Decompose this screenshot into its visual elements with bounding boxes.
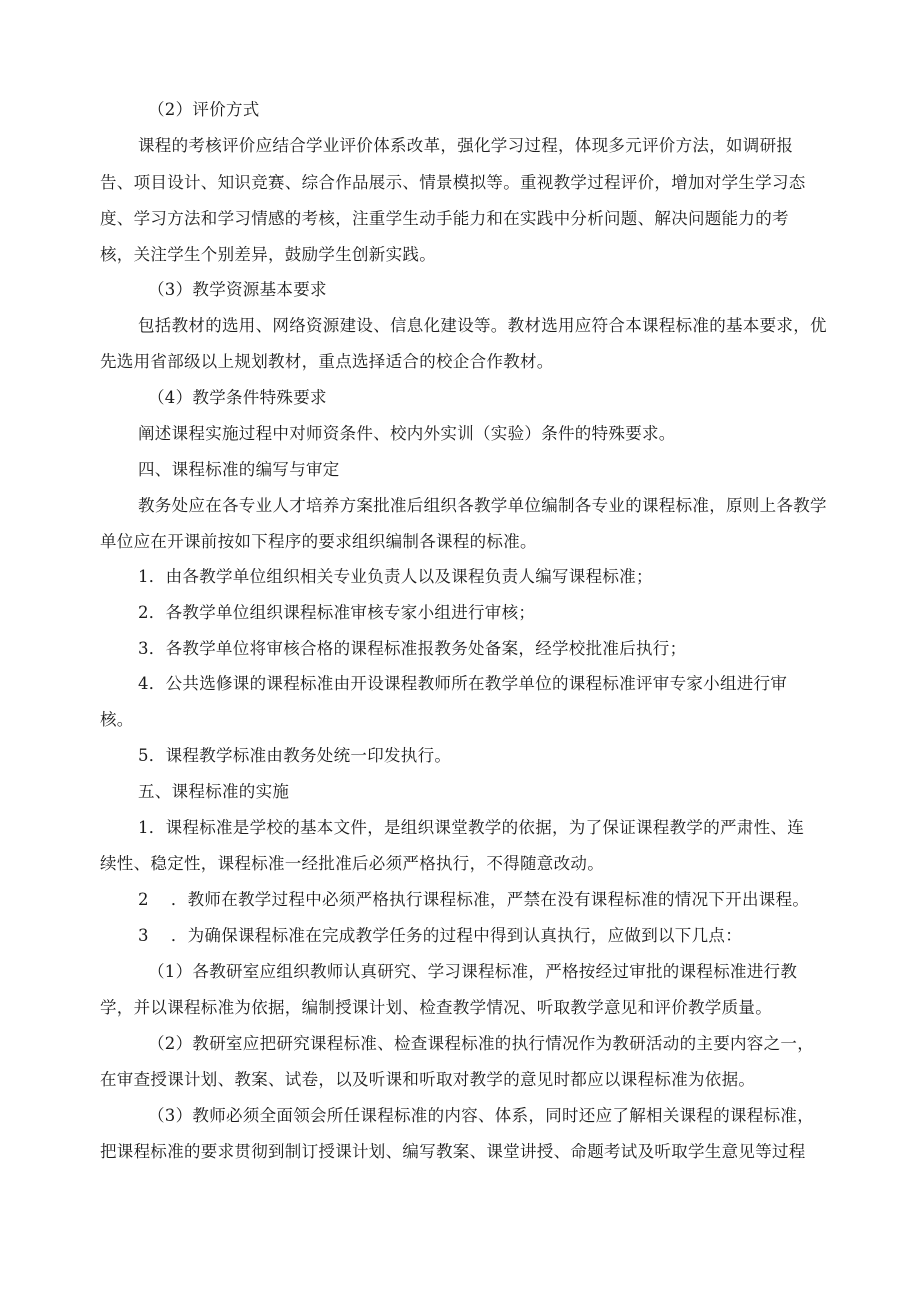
- list-item-continuation: 核。: [100, 710, 134, 729]
- paragraph-line: 1．课程标准是学校的基本文件，是组织课堂教学的依据，为了保证课程教学的严肃性、连: [138, 818, 804, 837]
- paragraph-line: 核，关注学生个别差异，鼓励学生创新实践。: [100, 245, 436, 264]
- paragraph-line: 学，并以课程标准为依据，编制授课计划、检查教学情况、听取教学意见和评价教学质量。: [100, 998, 772, 1017]
- section-heading-five: 五、课程标准的实施: [138, 782, 290, 801]
- list-item: 3．各教学单位将审核合格的课程标准报教务处备案，经学校批准后执行；: [138, 639, 687, 658]
- paragraph-line: 阐述课程实施过程中对师资条件、校内外实训（实验）条件的特殊要求。: [138, 424, 676, 443]
- paragraph-line: 续性、稳定性，课程标准一经批准后必须严格执行，不得随意改动。: [100, 854, 604, 873]
- paragraph-line: 教务处应在各专业人才培养方案批准后组织各教学单位编制各专业的课程标准，原则上各教学: [138, 496, 827, 515]
- subsection-heading-resources: （3）教学资源基本要求: [148, 280, 327, 299]
- paragraph-line: 在审查授课计划、教案、试卷，以及听课和听取对教学的意见时都应以课程标准为依据。: [100, 1070, 756, 1089]
- list-number: 2: [138, 890, 149, 909]
- paragraph-line: 单位应在开课前按如下程序的要求组织编制各课程的标准。: [100, 532, 537, 551]
- paragraph-line: 把课程标准的要求贯彻到制订授课计划、编写教案、课堂讲授、命题考试及听取学生意见等过程: [100, 1142, 806, 1161]
- paragraph-line: （1）各教研室应组织教师认真研究、学习课程标准，严格按经过审批的课程标准进行教: [148, 962, 798, 981]
- list-text: ．为确保课程标准在完成教学任务的过程中得到认真执行，应做到以下几点：: [170, 926, 743, 945]
- paragraph-line: （3）教师必须全面领会所任课程标准的内容、体系，同时还应了解相关课程的课程标准，: [148, 1106, 814, 1125]
- paragraph-line: 课程的考核评价应结合学业评价体系改革，强化学习过程，体现多元评价方法，如调研报: [138, 136, 794, 155]
- list-item: 5．课程教学标准由教务处统一印发执行。: [138, 746, 452, 765]
- paragraph-line: 包括教材的选用、网络资源建设、信息化建设等。教材选用应符合本课程标准的基本要求，优: [138, 316, 827, 335]
- list-item: 2．各教学单位组织课程标准审核专家小组进行审核；: [138, 603, 536, 622]
- paragraph-line: 度、学习方法和学习情感的考核，注重学生动手能力和在实践中分析问题、解决问题能力的考: [100, 209, 789, 228]
- list-item: 4．公共选修课的课程标准由开设课程教师所在教学单位的课程标准评审专家小组进行审: [138, 674, 788, 693]
- list-item: [138, 925, 742, 947]
- list-item: [138, 889, 809, 911]
- section-heading-four: 四、课程标准的编写与审定: [138, 460, 340, 479]
- paragraph-line: 先选用省部级以上规划教材，重点选择适合的校企合作教材。: [100, 352, 554, 371]
- list-number: 3: [138, 926, 149, 945]
- paragraph-line: 告、项目设计、知识竞赛、综合作品展示、情景模拟等。重视教学过程评价，增加对学生学习态: [100, 173, 806, 192]
- subsection-heading-evaluation: （2）评价方式: [148, 100, 260, 119]
- subsection-heading-conditions: （4）教学条件特殊要求: [148, 388, 327, 407]
- list-item: 1．由各教学单位组织相关专业负责人以及课程负责人编写课程标准；: [138, 567, 653, 586]
- list-text: ．教师在教学过程中必须严格执行课程标准，严禁在没有课程标准的情况下开出课程。: [170, 890, 810, 909]
- paragraph-line: （2）教研室应把研究课程标准、检查课程标准的执行情况作为教研活动的主要内容之一，: [148, 1034, 814, 1053]
